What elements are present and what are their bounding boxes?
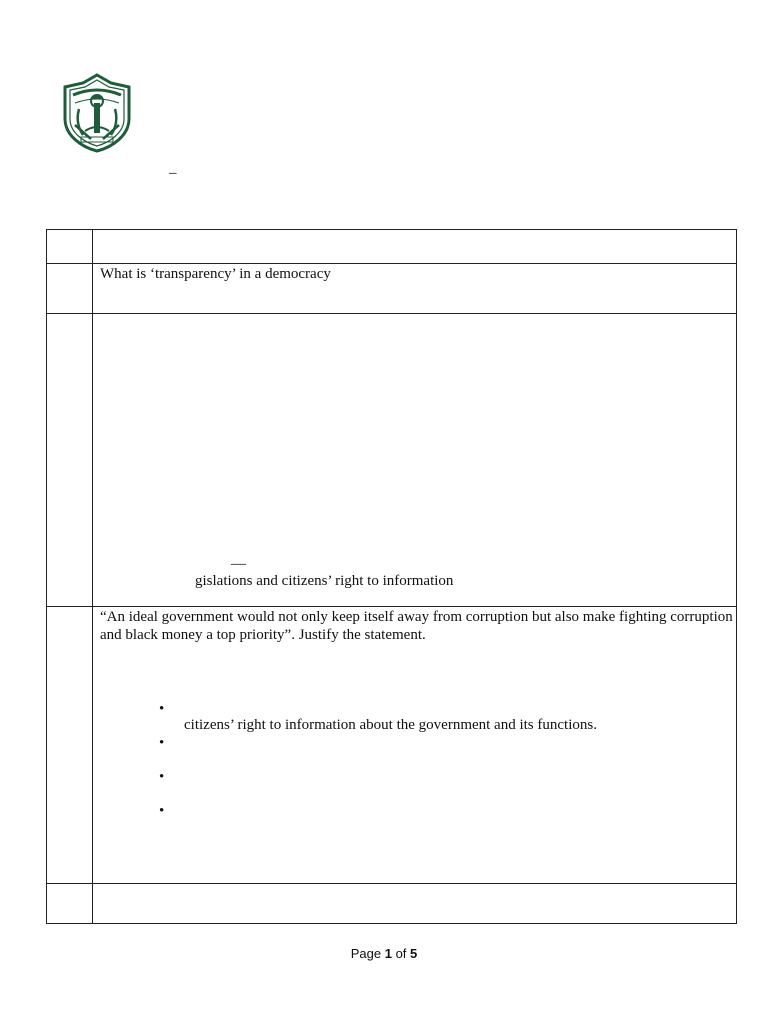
question-number-cell [47,264,93,314]
table-row [47,314,737,607]
bullet-icon: • [159,769,165,785]
bullet-icon: • [159,701,165,717]
table-row [47,884,737,924]
answer-dash: — [231,556,246,572]
bullet-icon: • [159,803,165,819]
page-current: 1 [384,946,392,961]
answer-text: citizens’ right to information about the government and its functions. [184,717,597,733]
question-text: “An ideal government would not only keep itself away from corruption but also make fighting corruption and black money a top priority”. Justify the statement. [100,609,733,643]
question-number-cell [47,884,93,924]
question-cell [93,314,737,607]
question-text: What is ‘transparency’ in a democracy [100,266,331,282]
question-cell [93,884,737,924]
table-row [47,607,737,884]
question-number-cell [47,314,93,607]
school-crest-icon [61,73,133,153]
question-cell [93,607,737,884]
question-cell [93,230,737,264]
page-number [0,946,768,961]
bullet-icon: • [159,735,165,751]
table-row [47,230,737,264]
question-number-cell [47,230,93,264]
question-cell [93,264,737,314]
table-row [47,264,737,314]
question-table [46,229,737,924]
page-prefix: Page [350,946,382,961]
answer-text: gislations and citizens’ right to information [195,573,454,589]
page-total: 5 [410,946,418,961]
question-number-cell [47,607,93,884]
header-dash: – [169,165,177,181]
page-of: of [395,946,407,961]
